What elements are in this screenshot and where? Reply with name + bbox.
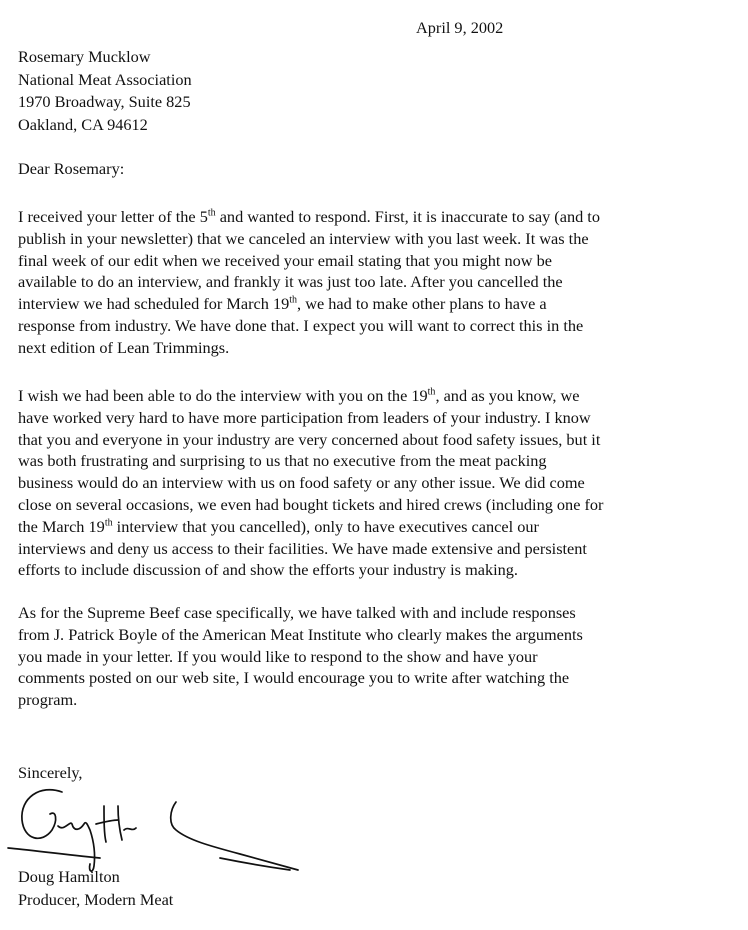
line-text: the March 19 — [18, 516, 105, 536]
paragraph-line — [18, 516, 730, 538]
paragraph-line — [18, 429, 730, 451]
salutation: Dear Rosemary: — [18, 159, 125, 178]
paragraph-line — [18, 450, 730, 472]
line-text: have worked very hard to have more participation from leaders of your industry. I know — [18, 407, 591, 427]
paragraph-line — [18, 472, 730, 494]
line-text: final week of our edit when we received your email stating that you might now be — [18, 250, 552, 270]
line-text: interviews and deny us access to their facilities. We have made extensive and persistent — [18, 538, 587, 558]
paragraph-line — [18, 337, 730, 359]
paragraph-line — [18, 559, 730, 581]
line-text: I wish we had been able to do the interview with you on the 19 — [18, 386, 428, 405]
line-text: efforts to include discussion of and show the efforts your industry is making. — [18, 560, 518, 580]
paragraph-3 — [18, 602, 730, 711]
line-text: , and as you know, we — [435, 386, 580, 405]
line-text: you made in your letter. If you would like to respond to the show and have your — [18, 646, 538, 666]
line-text: response from industry. We have done that. I expect you will want to correct this in the — [18, 315, 584, 335]
ordinal-suffix: th — [104, 517, 113, 529]
paragraph-line — [18, 206, 730, 228]
recipient-name: Rosemary Mucklow — [18, 47, 151, 66]
line-text: close on several occasions, we even had bought tickets and hired crews (including one for — [18, 494, 604, 514]
line-text: from J. Patrick Boyle of the American Meat Institute who clearly makes the arguments — [18, 624, 583, 644]
signer-title: Producer, Modern Meat — [18, 890, 174, 909]
line-text: comments posted on our web site, I would encourage you to write after watching the — [18, 668, 570, 688]
paragraph-line — [18, 689, 730, 711]
paragraph-line — [18, 250, 730, 272]
line-text: publish in your newsletter) that we canceled an interview with you last week. It was the — [18, 228, 589, 248]
line-text: available to do an interview, and frankly it was just too late. After you cancelled the — [18, 272, 563, 292]
paragraph-1 — [18, 206, 730, 359]
line-text: interview that you cancelled), only to have executives cancel our — [112, 516, 539, 536]
signer-name: Doug Hamilton — [18, 867, 120, 886]
line-text: program. — [18, 690, 78, 710]
closing: Sincerely, — [18, 763, 83, 782]
paragraph-line — [18, 494, 730, 516]
ordinal-suffix: th — [289, 294, 298, 306]
recipient-city: Oakland, CA 94612 — [18, 114, 148, 134]
paragraph-line — [18, 228, 730, 250]
line-text: interview we had scheduled for March 19 — [18, 294, 290, 314]
paragraph-line — [18, 646, 730, 668]
line-text: I received your letter of the 5 — [18, 207, 208, 226]
recipient-street: 1970 Broadway, Suite 825 — [18, 92, 191, 111]
line-text: that you and everyone in your industry are very concerned about food safety issues, but it — [18, 429, 601, 449]
ordinal-suffix: th — [427, 386, 436, 398]
paragraph-line — [18, 271, 730, 293]
paragraph-line — [18, 315, 730, 337]
paragraph-line — [18, 667, 730, 689]
line-text: and wanted to respond. First, it is inaccurate to say (and to — [215, 207, 600, 226]
ordinal-suffix: th — [207, 207, 216, 219]
paragraph-line — [18, 538, 730, 560]
letter-date: April 9, 2002 — [416, 18, 504, 37]
paragraph-line — [18, 293, 730, 315]
paragraph-line — [18, 407, 730, 429]
paragraph-line — [18, 624, 730, 646]
line-text: was both frustrating and surprising to us that no executive from the meat packing — [18, 451, 547, 471]
line-text: next edition of Lean Trimmings. — [18, 337, 230, 357]
recipient-address — [18, 46, 192, 136]
paragraph-2 — [18, 385, 730, 581]
paragraph-line — [18, 385, 730, 407]
line-text: , we had to make other plans to have a — [297, 294, 547, 314]
recipient-organization: National Meat Association — [18, 69, 192, 89]
paragraph-line — [18, 602, 730, 624]
line-text: business would do an interview with us on food safety or any other issue. We did come — [18, 473, 585, 493]
line-text: As for the Supreme Beef case specifically, we have talked with and include responses — [18, 603, 576, 622]
